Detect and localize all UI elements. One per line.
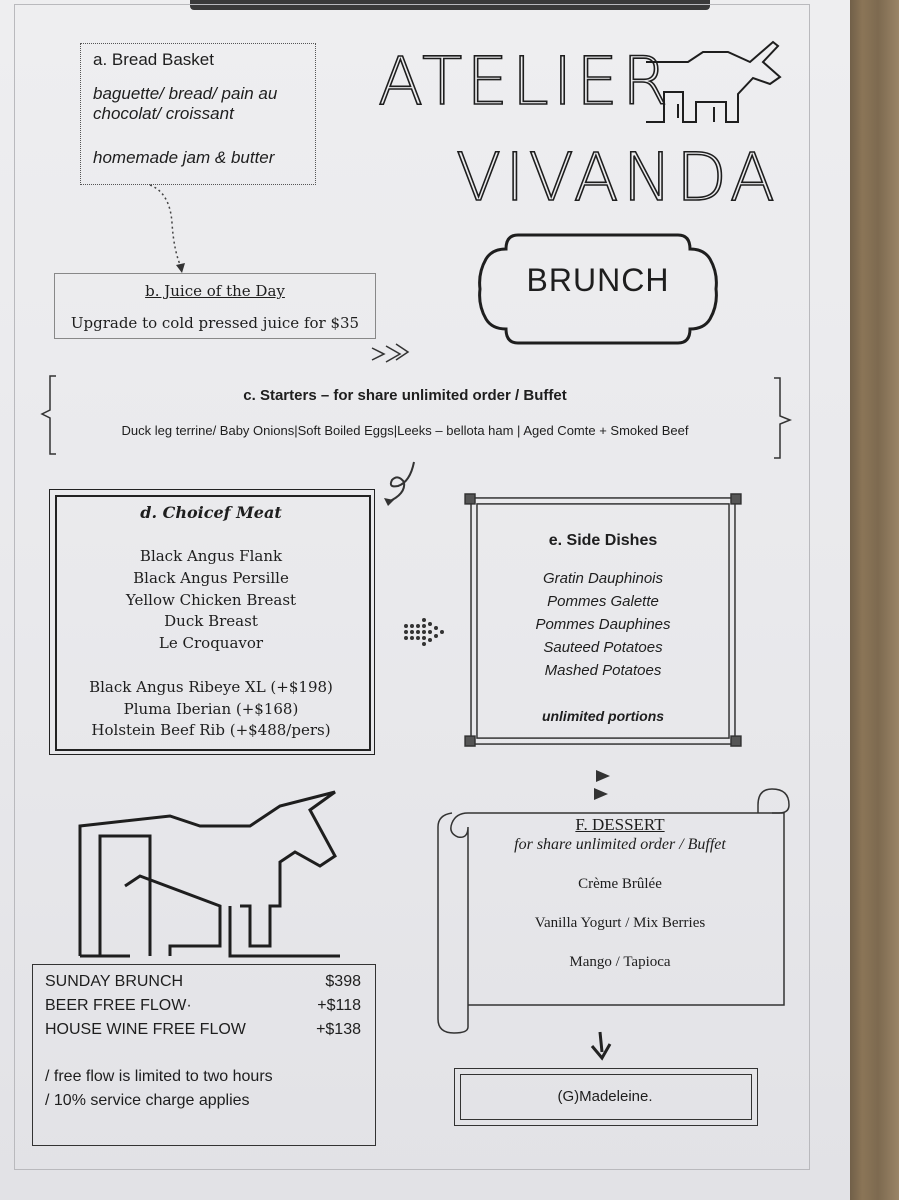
meat-item: Yellow Chicken Breast (125, 590, 297, 609)
dessert-list (470, 876, 770, 993)
price-label: SUNDAY BRUNCH (45, 973, 184, 990)
meat-item: Black Angus Persille (133, 568, 289, 587)
logo-line1: ATELIER (378, 43, 672, 120)
price-label: BEER FREE FLOW· (45, 997, 192, 1014)
side-item: Pommes Galette (547, 593, 659, 610)
price-value: +$138 (316, 1021, 361, 1038)
meat-premium-item: Black Angus Ribeye XL (+$198) (89, 678, 333, 696)
side-note: unlimited portions (541, 708, 665, 724)
meat-premium-list (55, 677, 367, 742)
side-item: Mashed Potatoes (544, 662, 662, 679)
juice-box (54, 273, 376, 339)
juice-upgrade: Upgrade to cold pressed juice for $35 (70, 314, 360, 332)
starters-title: c. Starters – for share unlimited order / Buffet (243, 387, 567, 404)
side-list (463, 567, 743, 682)
bull-icon (70, 786, 360, 962)
meat-item: Black Angus Flank (139, 547, 283, 565)
logo-line2: VIVANDA (456, 139, 779, 212)
price-note: / free flow is limited to two hours (45, 1068, 273, 1085)
side-item: Pommes Dauphines (535, 616, 671, 633)
wood-table (847, 0, 899, 1200)
bread-basket-box (80, 43, 316, 185)
price-row (45, 973, 361, 991)
price-value: $398 (325, 973, 361, 990)
price-row (45, 997, 361, 1015)
bread-extra: homemade jam & butter (93, 148, 275, 167)
meat-premium-item: Holstein Beef Rib (+$488/pers) (91, 721, 331, 740)
bread-items: baguette/ bread/ pain au chocolat/ croissant (93, 84, 278, 123)
meat-premium-item: Pluma Iberian (+$168) (123, 699, 299, 718)
madeleine-label: (G)Madeleine. (557, 1088, 653, 1105)
dessert-item: Mango / Tapioca (569, 954, 671, 970)
atelier-vivanda-logo (378, 22, 788, 212)
price-value: +$118 (317, 997, 361, 1014)
side-item: Sauteed Potatoes (543, 639, 663, 656)
dotted-arrow-icon (140, 183, 200, 275)
dessert-title: F. DESSERT (575, 815, 665, 834)
starters-brackets (40, 372, 800, 462)
brunch-label: BRUNCH (526, 262, 670, 298)
meat-title: d. Choicef Meat (140, 503, 282, 522)
price-row (45, 1021, 361, 1039)
starters-items: Duck leg terrine/ Baby Onions|Soft Boiled Eggs|Leeks – bellota ham | Aged Comte + Smoked Beef (121, 423, 689, 438)
pricing-box (32, 964, 376, 1146)
bread-title: a. Bread Basket (93, 50, 214, 69)
meat-item: Le Croquavor (158, 634, 264, 653)
price-label: HOUSE WINE FREE FLOW (45, 1021, 246, 1038)
juice-title: b. Juice of the Day (145, 282, 285, 300)
double-chevron-icon (368, 340, 412, 370)
side-title: e. Side Dishes (548, 532, 658, 549)
side-item: Gratin Dauphinois (542, 570, 664, 587)
down-arrow-icon (588, 1030, 616, 1064)
price-note: / 10% service charge applies (45, 1092, 250, 1109)
dessert-item: Crème Brûlée (578, 876, 662, 892)
meat-list (55, 546, 367, 655)
dotted-right-arrow-icon (402, 612, 450, 652)
meat-item: Duck Breast (164, 612, 258, 631)
dessert-subtitle: for share unlimited order / Buffet (514, 836, 726, 853)
dessert-item: Vanilla Yogurt / Mix Berries (534, 915, 706, 931)
curly-arrow-icon (380, 458, 424, 514)
